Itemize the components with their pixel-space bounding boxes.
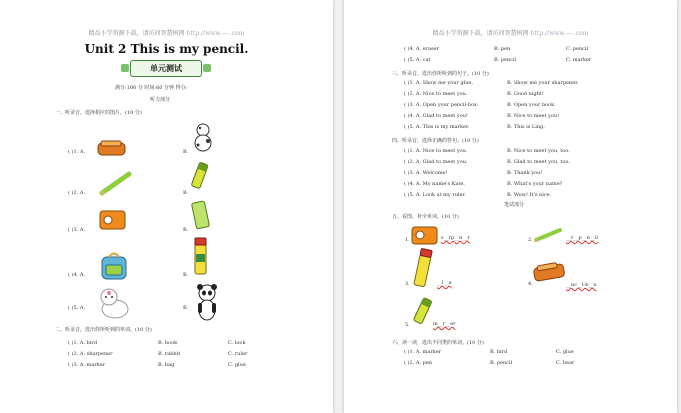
q2-item-3-a: ( )3. A. marker	[68, 362, 106, 368]
pencil-icon	[98, 170, 134, 196]
page-1	[0, 0, 333, 413]
q4-item-4-a: ( )4. A. My name's Kate.	[404, 181, 465, 187]
written-part-label: 笔试部分	[504, 202, 525, 208]
word-item-4-num: 4.	[528, 281, 533, 287]
q4-item-5-b: B. Wow! It's nice.	[507, 192, 552, 198]
q4-item-2-a: ( )2. A. Glad to meet you.	[404, 159, 468, 165]
q3-item-4-b: B. Nice to meet you!	[507, 113, 560, 119]
header-site-2: 精品小学资源下载，请访问智慧树网	[432, 30, 529, 37]
word-item-3-text: __l__e	[437, 280, 452, 286]
q1-item-4-a: ( )4. A.	[68, 272, 86, 278]
section-3-heading: 三、听录音，选出你所听到的句子。(10 分)	[392, 71, 489, 77]
q4-item-1-a: ( )1. A. Nice to meet you.	[404, 148, 468, 154]
q4-item-1-b: B. Nice to meet you, too.	[507, 148, 570, 154]
unit-title: Unit 2 This is my pencil.	[84, 42, 249, 56]
q6-item-1-b: B. bird	[490, 349, 508, 355]
q6-item-2-c: C. bear	[556, 360, 575, 366]
q2-item-2-b: B. rabbit	[158, 351, 181, 357]
q1-item-2-b: B.	[183, 190, 189, 196]
q2-item-1-b: B. book	[158, 340, 178, 346]
q2-item-3-c: C. glue	[228, 362, 246, 368]
q2-item-5-b: B. pencil	[494, 57, 517, 63]
word-item-2-text: __r__p__n__il	[566, 235, 599, 241]
q2-item-2-a: ( )2. A. sharpener	[68, 351, 113, 357]
page-header	[0, 28, 333, 37]
pencil-icon	[533, 227, 563, 243]
page-header-2	[344, 28, 677, 37]
marker-icon	[410, 296, 434, 328]
section-4-heading: 四、听录音，选择正确的答句。(10 分)	[392, 138, 479, 144]
q1-item-4-b: B.	[183, 272, 189, 278]
q4-item-5-a: ( )5. A. Look at my ruler.	[404, 192, 466, 198]
q1-item-5-a: ( )5. A.	[68, 305, 86, 311]
marker-icon	[188, 160, 212, 194]
word-item-5-text: m__r__er	[433, 321, 456, 327]
q3-item-2-a: ( )2. A. Nice to meet you.	[404, 91, 468, 97]
q1-item-3-a: ( )3. A.	[68, 227, 86, 233]
q2-item-3-b: B. bag	[158, 362, 175, 368]
pencil-case-icon	[532, 260, 568, 282]
word-item-4-text: __nc__l-b__x	[566, 282, 597, 288]
q4-item-3-b: B. Thank you!	[507, 170, 543, 176]
q4-item-4-b: B. What's your name?	[507, 181, 563, 187]
q3-item-2-b: B. Good night!	[507, 91, 544, 97]
word-item-1-num: 1.	[405, 237, 410, 243]
q3-item-3-a: ( )3. A. Open your pencil-box.	[404, 102, 479, 108]
q6-item-2-a: ( )2. A. pen	[404, 360, 433, 366]
q2-item-5-c: C. marker	[566, 57, 592, 63]
word-item-3-num: 3.	[405, 281, 410, 287]
word-item-2-num: 2.	[528, 237, 533, 243]
section-5-heading: 五、看图，补全单词。(10 分)	[392, 214, 459, 220]
q4-item-3-a: ( )3. A. Welcome!	[404, 170, 448, 176]
word-item-1-text: s__rp__n__r	[441, 235, 470, 241]
q3-item-3-b: B. Open your book.	[507, 102, 556, 108]
q6-item-1-c: C. glue	[556, 349, 574, 355]
header-url-2: http://www.----.com	[530, 30, 589, 37]
q6-item-1-a: ( )1. A. marker	[404, 349, 442, 355]
pencil-case-icon	[97, 138, 127, 158]
header-url: http://www.----.com	[186, 30, 245, 37]
sharpener-icon	[98, 207, 128, 232]
q1-item-1-b: B.	[183, 149, 189, 155]
q6-item-2-b: B. pencil	[490, 360, 513, 366]
panda-icon	[193, 283, 221, 323]
page-2	[344, 0, 677, 413]
q2-item-1-a: ( )1. A. bird	[68, 340, 98, 346]
ruler-icon	[190, 200, 212, 230]
q3-item-5-a: ( )5. A. This is my marker.	[404, 124, 470, 130]
header-site: 精品小学资源下载，请访问智慧树网	[88, 30, 185, 37]
section-6-heading: 六、读一读，选出不同类的单词。(10 分)	[392, 340, 484, 346]
glue-icon	[190, 236, 212, 276]
q2-item-4-b: B. pen	[494, 46, 511, 52]
test-banner: 单元测试	[130, 60, 202, 77]
sharpener-icon	[410, 224, 440, 246]
word-item-5-num: 5.	[405, 322, 410, 328]
q2-item-1-c: C. look	[228, 340, 246, 346]
q1-item-2-a: ( )2. A.	[68, 190, 86, 196]
q3-item-1-a: ( )1. A. Show me your glue.	[404, 80, 474, 86]
q3-item-4-a: ( )4. A. Glad to meet you!	[404, 113, 468, 119]
q3-item-5-b: B. This is Ling.	[507, 124, 545, 130]
q1-item-3-b: B.	[183, 227, 189, 233]
q1-item-1-a: ( )1. A.	[68, 149, 86, 155]
dog-icon	[190, 121, 215, 153]
q2-item-4-c: C. pencil	[566, 46, 589, 52]
bag-icon	[97, 250, 133, 282]
section-2-heading: 二、听录音，选出你所听到的单词。(10 分)	[55, 327, 152, 333]
q1-item-5-b: B.	[183, 305, 189, 311]
q4-item-2-b: B. Glad to meet you, too.	[507, 159, 570, 165]
q3-item-1-b: B. Show me your sharpener.	[507, 80, 579, 86]
glue-icon	[412, 246, 434, 288]
section-1-heading: 一、听录音，选择相应的图片。(10 分)	[55, 110, 142, 116]
q2-item-4-a: ( )4. A. eraser	[404, 46, 439, 52]
cat-icon	[97, 285, 133, 321]
q2-item-5-a: ( )5. A. cat	[404, 57, 431, 63]
listening-part-label: 听力部分	[150, 97, 171, 103]
q2-item-2-c: C. ruler	[228, 351, 248, 357]
score-line: 满分:100 分 时间:60 分钟 得分:	[115, 85, 188, 91]
